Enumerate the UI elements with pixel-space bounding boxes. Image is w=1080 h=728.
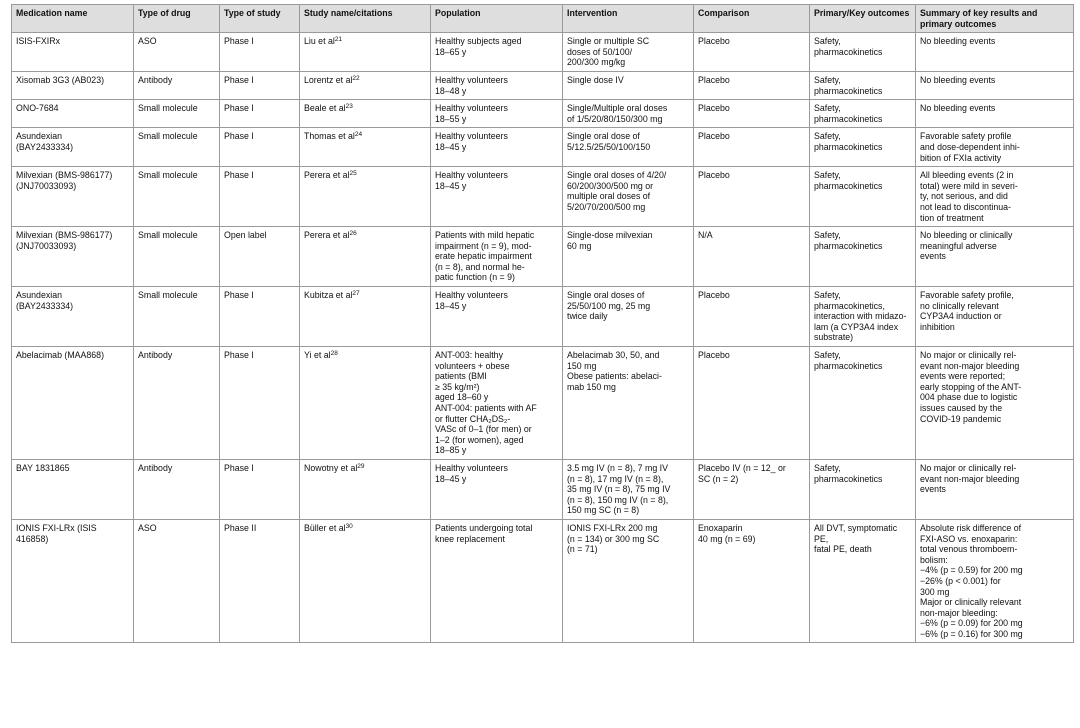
- cell-intervention-text: Single oral dose of 5/12.5/25/50/100/150: [567, 131, 651, 152]
- cell-population: [431, 287, 563, 347]
- cell-type-of-drug-text: Antibody: [138, 74, 173, 85]
- cell-type-of-study-text: Phase I: [224, 170, 254, 181]
- cell-comparison-text: Placebo: [698, 36, 730, 47]
- cell-summary: [916, 519, 1074, 643]
- cell-comparison: [694, 227, 810, 287]
- citation-reference-number: 22: [352, 74, 360, 82]
- cell-population: [431, 100, 563, 128]
- cell-study-citation-text: Beale et al: [304, 103, 346, 114]
- cell-summary-text: No major or clinically rel- evant non-major bleeding events were reported; early stopping of the ANT- 004 phase due to logistic issues caused by the COVID-19 pandemic: [920, 350, 1022, 424]
- cell-type-of-drug: [134, 287, 220, 347]
- cell-comparison-text: Enoxaparin 40 mg (n = 69): [698, 522, 756, 544]
- cell-population-text: Healthy subjects aged 18–65 y: [435, 36, 522, 57]
- cell-intervention: [563, 167, 694, 227]
- cell-type-of-drug: [134, 71, 220, 99]
- table-row: [12, 519, 1074, 643]
- cell-intervention-text: 3.5 mg IV (n = 8), 7 mg IV (n = 8), 17 mg IV (n = 8), 35 mg IV (n = 8), 75 mg IV (n = 8), 150 mg IV (n = 8), 150 mg SC (n = 8): [567, 462, 671, 516]
- cell-primary-outcomes-text: All DVT, symptomatic PE, fatal PE, death: [814, 522, 898, 555]
- citation-reference-number: 30: [345, 522, 353, 530]
- cell-intervention: [563, 347, 694, 460]
- cell-type-of-study: [220, 167, 300, 227]
- cell-medication-name-text: BAY 1831865: [16, 462, 70, 473]
- cell-type-of-drug-text: Small molecule: [138, 230, 198, 241]
- cell-medication-name-text: ISIS-FXIRx: [16, 36, 60, 47]
- cell-intervention-text: Single-dose milvexian 60 mg: [567, 230, 653, 251]
- cell-population-text: Healthy volunteers 18–45 y: [435, 170, 508, 191]
- cell-summary: [916, 287, 1074, 347]
- cell-population-text: Patients with mild hepatic impairment (n = 9), mod- erate hepatic impairment (n = 8), and normal he- patic function (n = 9): [435, 230, 535, 283]
- cell-study-citation-text: Nowotny et al: [304, 462, 358, 473]
- citation-reference-number: 27: [352, 290, 360, 298]
- cell-study-citation-text: Perera et al: [304, 230, 350, 241]
- cell-comparison: [694, 347, 810, 460]
- cell-summary: [916, 459, 1074, 519]
- cell-study-citation: [300, 33, 431, 72]
- cell-primary-outcomes-text: Safety, pharmacokinetics: [814, 36, 883, 57]
- cell-type-of-study-text: Phase II: [224, 522, 257, 533]
- cell-population: [431, 128, 563, 167]
- cell-type-of-drug-text: Small molecule: [138, 131, 198, 142]
- cell-summary-text: All bleeding events (2 in total) were mild in severi- ty, not serious, and did not lead to discontinua- tion of treatment: [920, 170, 1018, 223]
- header-population: Population: [431, 5, 563, 33]
- cell-intervention: [563, 227, 694, 287]
- cell-study-citation: [300, 347, 431, 460]
- cell-study-citation: [300, 100, 431, 128]
- cell-comparison-text: Placebo: [698, 350, 730, 361]
- cell-study-citation: [300, 128, 431, 167]
- header-summary: Summary of key results and primary outcomes: [916, 5, 1074, 33]
- cell-medication-name-text: Abelacimab (MAA868): [16, 350, 105, 361]
- cell-medication-name: [12, 519, 134, 643]
- cell-study-citation-text: Thomas et al: [304, 131, 355, 142]
- cell-intervention: [563, 128, 694, 167]
- cell-type-of-drug: [134, 100, 220, 128]
- cell-type-of-study-text: Phase I: [224, 103, 254, 114]
- cell-type-of-drug-text: Small molecule: [138, 290, 198, 301]
- header-primary-outcomes: Primary/Key outcomes: [810, 5, 916, 33]
- header-intervention: Intervention: [563, 5, 694, 33]
- cell-intervention-text: Single or multiple SC doses of 50/100/ 200/300 mg/kg: [567, 36, 650, 68]
- table-row: [12, 347, 1074, 460]
- cell-intervention-text: Single oral doses of 25/50/100 mg, 25 mg twice daily: [567, 290, 651, 322]
- cell-summary: [916, 227, 1074, 287]
- cell-comparison-text: Placebo: [698, 131, 730, 142]
- citation-reference-number: 23: [345, 103, 353, 111]
- cell-study-citation-text: Perera et al: [304, 170, 350, 181]
- cell-medication-name-text: Asundexian (BAY2433334): [16, 131, 74, 152]
- citation-reference-number: 26: [349, 230, 357, 238]
- cell-intervention: [563, 287, 694, 347]
- cell-summary: [916, 167, 1074, 227]
- cell-population: [431, 519, 563, 643]
- cell-type-of-drug: [134, 459, 220, 519]
- cell-summary-text: Absolute risk difference of FXI-ASO vs. enoxaparin: total venous thromboem- bolism: −4% (p = 0.59) for 200 mg −26% (p < 0.001) for 300 mg Major or clinically relevant non-major bleeding: −6% (p = 0.09) for 200 mg −6% (p = 0.16) for 300 mg: [920, 522, 1023, 639]
- cell-primary-outcomes: [810, 33, 916, 72]
- cell-primary-outcomes-text: Safety, pharmacokinetics: [814, 350, 883, 371]
- cell-population: [431, 71, 563, 99]
- cell-population: [431, 459, 563, 519]
- cell-summary: [916, 33, 1074, 72]
- cell-study-citation: [300, 459, 431, 519]
- cell-summary: [916, 71, 1074, 99]
- cell-primary-outcomes-text: Safety, pharmacokinetics: [814, 230, 883, 251]
- cell-summary-text: No bleeding events: [920, 36, 996, 47]
- table-row: [12, 227, 1074, 287]
- cell-intervention-text: Single/Multiple oral doses of 1/5/20/80/150/300 mg: [567, 103, 668, 124]
- table-header-row: [12, 5, 1074, 33]
- cell-population: [431, 167, 563, 227]
- cell-study-citation-text: Kubitza et al: [304, 290, 353, 301]
- cell-type-of-drug: [134, 347, 220, 460]
- header-type-of-study: Type of study: [220, 5, 300, 33]
- cell-comparison: [694, 100, 810, 128]
- cell-medication-name: [12, 459, 134, 519]
- cell-type-of-study-text: Phase I: [224, 131, 254, 142]
- cell-medication-name-text: IONIS FXI-LRx (ISIS 416858): [16, 522, 97, 544]
- cell-type-of-study: [220, 287, 300, 347]
- cell-study-citation: [300, 167, 431, 227]
- cell-comparison-text: Placebo: [698, 170, 730, 181]
- cell-population-text: Healthy volunteers 18–48 y: [435, 74, 508, 96]
- cell-type-of-study-text: Phase I: [224, 74, 254, 85]
- cell-population-text: ANT-003: healthy volunteers + obese patients (BMI ≥ 35 kg/m²) aged 18–60 y ANT-004: patients with AF or flutter CHA₂DS₂- VASc of 0–1 (for men) or 1–2 (for women), aged 18–85 y: [435, 350, 537, 456]
- cell-type-of-study: [220, 347, 300, 460]
- cell-medication-name: [12, 287, 134, 347]
- cell-summary-text: Favorable safety profile, no clinically relevant CYP3A4 induction or inhibition: [920, 290, 1014, 332]
- cell-study-citation-text: Lorentz et al: [304, 74, 353, 85]
- cell-type-of-study-text: Phase I: [224, 290, 254, 301]
- cell-study-citation-text: Liu et al: [304, 36, 335, 47]
- cell-population-text: Patients undergoing total knee replacement: [435, 522, 533, 544]
- cell-comparison-text: Placebo IV (n = 12_ or SC (n = 2): [698, 462, 786, 484]
- cell-primary-outcomes: [810, 347, 916, 460]
- cell-medication-name: [12, 227, 134, 287]
- cell-type-of-drug-text: ASO: [138, 36, 157, 47]
- cell-study-citation-text: Büller et al: [304, 522, 346, 533]
- cell-type-of-study-text: Phase I: [224, 36, 254, 47]
- citation-reference-number: 24: [354, 131, 363, 139]
- cell-comparison: [694, 519, 810, 643]
- citation-reference-number: 29: [357, 462, 365, 470]
- cell-population: [431, 227, 563, 287]
- cell-comparison: [694, 459, 810, 519]
- cell-type-of-drug: [134, 227, 220, 287]
- cell-type-of-drug-text: Antibody: [138, 462, 173, 473]
- header-medication-name: Medication name: [12, 5, 134, 33]
- cell-population-text: Healthy volunteers 18–45 y: [435, 131, 508, 152]
- cell-medication-name: [12, 71, 134, 99]
- cell-comparison-text: N/A: [698, 230, 713, 241]
- cell-type-of-drug: [134, 33, 220, 72]
- cell-intervention-text: Single dose IV: [567, 74, 624, 85]
- cell-type-of-study: [220, 128, 300, 167]
- cell-type-of-study: [220, 459, 300, 519]
- cell-type-of-drug-text: Antibody: [138, 350, 173, 361]
- cell-intervention-text: Single oral doses of 4/20/ 60/200/300/500 mg or multiple oral doses of 5/20/70/200/500 mg: [567, 170, 667, 212]
- cell-population-text: Healthy volunteers 18–45 y: [435, 290, 508, 311]
- cell-medication-name-text: ONO-7684: [16, 103, 59, 114]
- cell-type-of-study-text: Phase I: [224, 462, 254, 473]
- cell-comparison-text: Placebo: [698, 74, 730, 85]
- cell-type-of-drug-text: ASO: [138, 522, 157, 533]
- cell-comparison: [694, 287, 810, 347]
- cell-summary: [916, 100, 1074, 128]
- cell-type-of-drug: [134, 128, 220, 167]
- cell-primary-outcomes: [810, 287, 916, 347]
- cell-primary-outcomes: [810, 128, 916, 167]
- cell-primary-outcomes: [810, 167, 916, 227]
- cell-primary-outcomes: [810, 100, 916, 128]
- cell-primary-outcomes-text: Safety, pharmacokinetics: [814, 103, 883, 124]
- header-type-of-drug: Type of drug: [134, 5, 220, 33]
- table-row: [12, 128, 1074, 167]
- cell-comparison-text: Placebo: [698, 103, 730, 114]
- cell-comparison: [694, 71, 810, 99]
- citation-reference-number: 21: [334, 36, 343, 44]
- table-row: [12, 459, 1074, 519]
- cell-intervention: [563, 519, 694, 643]
- cell-comparison-text: Placebo: [698, 290, 730, 301]
- cell-type-of-study: [220, 33, 300, 72]
- cell-summary-text: No bleeding events: [920, 74, 996, 85]
- cell-primary-outcomes-text: Safety, pharmacokinetics: [814, 74, 883, 96]
- cell-medication-name-text: Xisomab 3G3 (AB023): [16, 74, 105, 85]
- cell-type-of-study-text: Phase I: [224, 350, 254, 361]
- clinical-trials-table: [11, 4, 1074, 643]
- cell-summary-text: Favorable safety profile and dose-dependent inhi- bition of FXIa activity: [920, 131, 1020, 163]
- cell-study-citation: [300, 227, 431, 287]
- cell-primary-outcomes-text: Safety, pharmacokinetics: [814, 131, 883, 152]
- cell-intervention-text: Abelacimab 30, 50, and 150 mg Obese patients: abelaci- mab 150 mg: [567, 350, 662, 392]
- cell-type-of-study: [220, 519, 300, 643]
- header-comparison: Comparison: [694, 5, 810, 33]
- cell-summary-text: No major or clinically rel- evant non-major bleeding events: [920, 462, 1020, 495]
- cell-medication-name-text: Asundexian (BAY2433334): [16, 290, 74, 311]
- clinical-trials-table-container: [11, 4, 1073, 643]
- cell-summary-text: No bleeding or clinically meaningful adverse events: [920, 230, 1013, 262]
- cell-comparison: [694, 128, 810, 167]
- cell-summary: [916, 128, 1074, 167]
- cell-type-of-drug: [134, 167, 220, 227]
- cell-type-of-study-text: Open label: [224, 230, 267, 241]
- cell-study-citation: [300, 71, 431, 99]
- table-row: [12, 287, 1074, 347]
- cell-summary-text: No bleeding events: [920, 103, 996, 114]
- cell-medication-name-text: Milvexian (BMS-986177) (JNJ70033093): [16, 170, 113, 191]
- cell-type-of-study: [220, 227, 300, 287]
- cell-study-citation: [300, 287, 431, 347]
- cell-type-of-drug: [134, 519, 220, 643]
- cell-primary-outcomes-text: Safety, pharmacokinetics: [814, 170, 883, 191]
- cell-intervention-text: IONIS FXI-LRx 200 mg (n = 134) or 300 mg SC (n = 71): [567, 522, 660, 555]
- cell-intervention: [563, 100, 694, 128]
- cell-primary-outcomes: [810, 519, 916, 643]
- cell-study-citation: [300, 519, 431, 643]
- cell-type-of-study: [220, 100, 300, 128]
- cell-intervention: [563, 33, 694, 72]
- cell-population-text: Healthy volunteers 18–45 y: [435, 462, 508, 484]
- cell-medication-name: [12, 167, 134, 227]
- cell-comparison: [694, 167, 810, 227]
- cell-primary-outcomes: [810, 459, 916, 519]
- cell-intervention: [563, 459, 694, 519]
- cell-medication-name: [12, 100, 134, 128]
- cell-summary: [916, 347, 1074, 460]
- cell-primary-outcomes-text: Safety, pharmacokinetics: [814, 462, 883, 484]
- table-body: [12, 33, 1074, 643]
- header-study-citations: Study name/citations: [300, 5, 431, 33]
- cell-type-of-drug-text: Small molecule: [138, 170, 198, 181]
- citation-reference-number: 25: [349, 170, 357, 178]
- cell-type-of-drug-text: Small molecule: [138, 103, 198, 114]
- citation-reference-number: 28: [330, 350, 338, 358]
- table-row: [12, 167, 1074, 227]
- cell-intervention: [563, 71, 694, 99]
- cell-medication-name: [12, 33, 134, 72]
- cell-medication-name: [12, 347, 134, 460]
- cell-primary-outcomes-text: Safety, pharmacokinetics, interaction with midazo- lam (a CYP3A4 index substrate): [814, 290, 907, 343]
- table-row: [12, 100, 1074, 128]
- table-row: [12, 33, 1074, 72]
- cell-medication-name: [12, 128, 134, 167]
- cell-study-citation-text: Yi et al: [304, 350, 331, 361]
- cell-medication-name-text: Milvexian (BMS-986177) (JNJ70033093): [16, 230, 113, 251]
- cell-comparison: [694, 33, 810, 72]
- cell-population: [431, 347, 563, 460]
- cell-primary-outcomes: [810, 227, 916, 287]
- cell-population-text: Healthy volunteers 18–55 y: [435, 103, 508, 124]
- cell-type-of-study: [220, 71, 300, 99]
- table-row: [12, 71, 1074, 99]
- cell-primary-outcomes: [810, 71, 916, 99]
- cell-population: [431, 33, 563, 72]
